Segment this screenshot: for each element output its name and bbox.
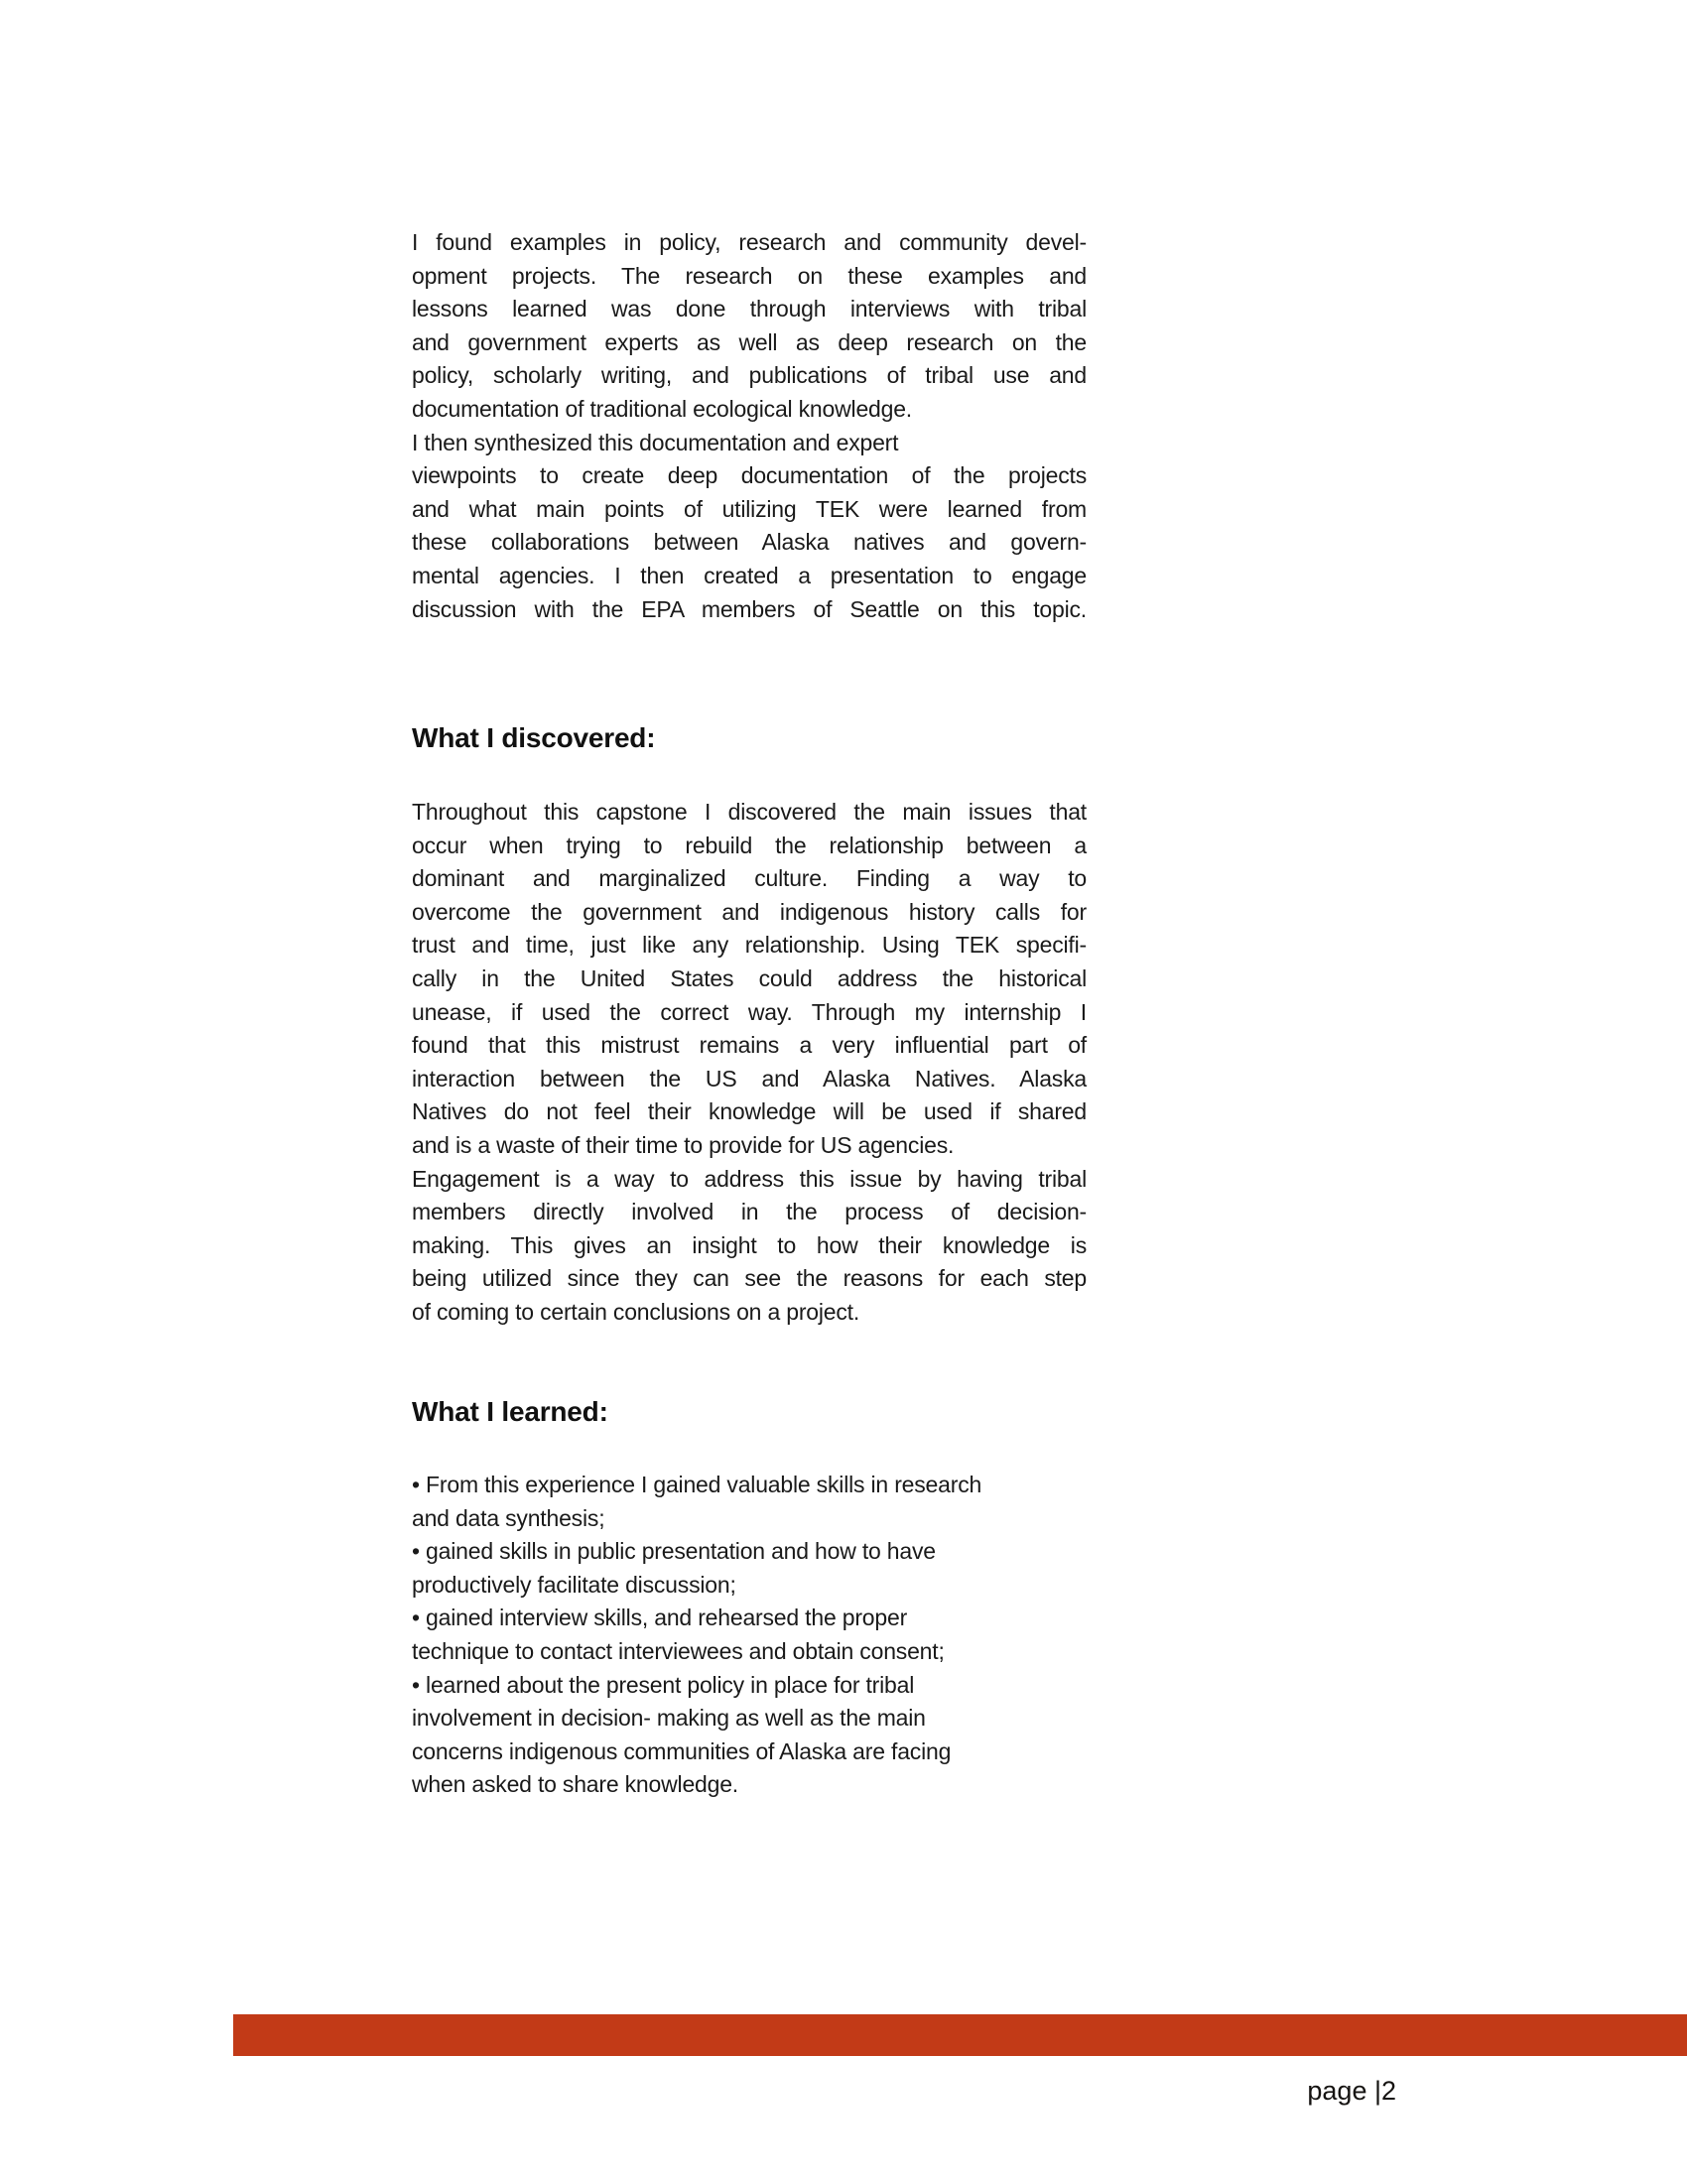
text-line: and data synthesis; (412, 1504, 605, 1531)
text-line: policy, scholarly writing, and publications of tribal use and (412, 362, 1087, 389)
text-line: technique to contact interviewees and obtain consent; (412, 1637, 945, 1664)
heading-what-i-discovered: What I discovered: (412, 722, 656, 753)
text-line: occur when trying to rebuild the relationship between a (412, 832, 1087, 858)
text-line: interaction between the US and Alaska Natives. Alaska (412, 1065, 1087, 1092)
text-line: Natives do not feel their knowledge will be used if shared (412, 1098, 1087, 1125)
text-line: cally in the United States could address the historical (412, 964, 1087, 991)
text-line: making. This gives an insight to how their knowledge is (412, 1231, 1087, 1258)
text-line: and government experts as well as deep research on the (412, 328, 1087, 355)
text-line: viewpoints to create deep documentation of the projects (412, 462, 1087, 489)
text-line: • gained skills in public presentation and how to have (412, 1538, 936, 1565)
text-line: Throughout this capstone I discovered the main issues that (412, 799, 1087, 825)
text-line: I then synthesized this documentation and expert (412, 429, 899, 455)
text-line: found that this mistrust remains a very influential part of (412, 1032, 1087, 1059)
text-line: mental agencies. I then created a presentation to engage (412, 562, 1087, 588)
text-line: members directly involved in the process of decision- (412, 1199, 1087, 1225)
text-line: unease, if used the correct way. Through my internship I (412, 998, 1087, 1025)
discovered-paragraph (412, 796, 1087, 1330)
text-line: • gained interview skills, and rehearsed the proper (412, 1605, 908, 1631)
text-line: being utilized since they can see the reasons for each step (412, 1265, 1087, 1292)
page-number: page |2 (1307, 2076, 1396, 2106)
text-line: these collaborations between Alaska natives and govern- (412, 529, 1087, 556)
intro-paragraph (412, 226, 1087, 626)
text-line: discussion with the EPA members of Seattle on this topic. (412, 595, 1087, 622)
text-line: • learned about the present policy in place for tribal (412, 1671, 915, 1698)
text-line: involvement in decision- making as well as the main (412, 1705, 926, 1732)
text-line: dominant and marginalized culture. Finding a way to (412, 865, 1087, 892)
text-line: lessons learned was done through interviews with tribal (412, 296, 1087, 322)
learned-bullet-list (412, 1469, 1087, 1802)
text-line: overcome the government and indigenous history calls for (412, 898, 1087, 925)
heading-what-i-learned: What I learned: (412, 1396, 608, 1427)
text-line: documentation of traditional ecological knowledge. (412, 395, 912, 422)
text-line: • From this experience I gained valuable skills in research (412, 1472, 982, 1497)
text-line: Engagement is a way to address this issue by having tribal (412, 1165, 1087, 1192)
text-line: concerns indigenous communities of Alaska are facing (412, 1737, 952, 1764)
text-line: when asked to share knowledge. (412, 1771, 738, 1798)
text-line: and is a waste of their time to provide for US agencies. (412, 1131, 955, 1158)
text-line: opment projects. The research on these examples and (412, 262, 1087, 289)
text-line: of coming to certain conclusions on a project. (412, 1298, 860, 1325)
text-line: I found examples in policy, research and community devel- (412, 229, 1087, 255)
footer-accent-bar (233, 2014, 1687, 2056)
text-line: and what main points of utilizing TEK were learned from (412, 495, 1087, 522)
text-line: trust and time, just like any relationship. Using TEK specifi- (412, 932, 1087, 959)
text-line: productively facilitate discussion; (412, 1571, 736, 1598)
